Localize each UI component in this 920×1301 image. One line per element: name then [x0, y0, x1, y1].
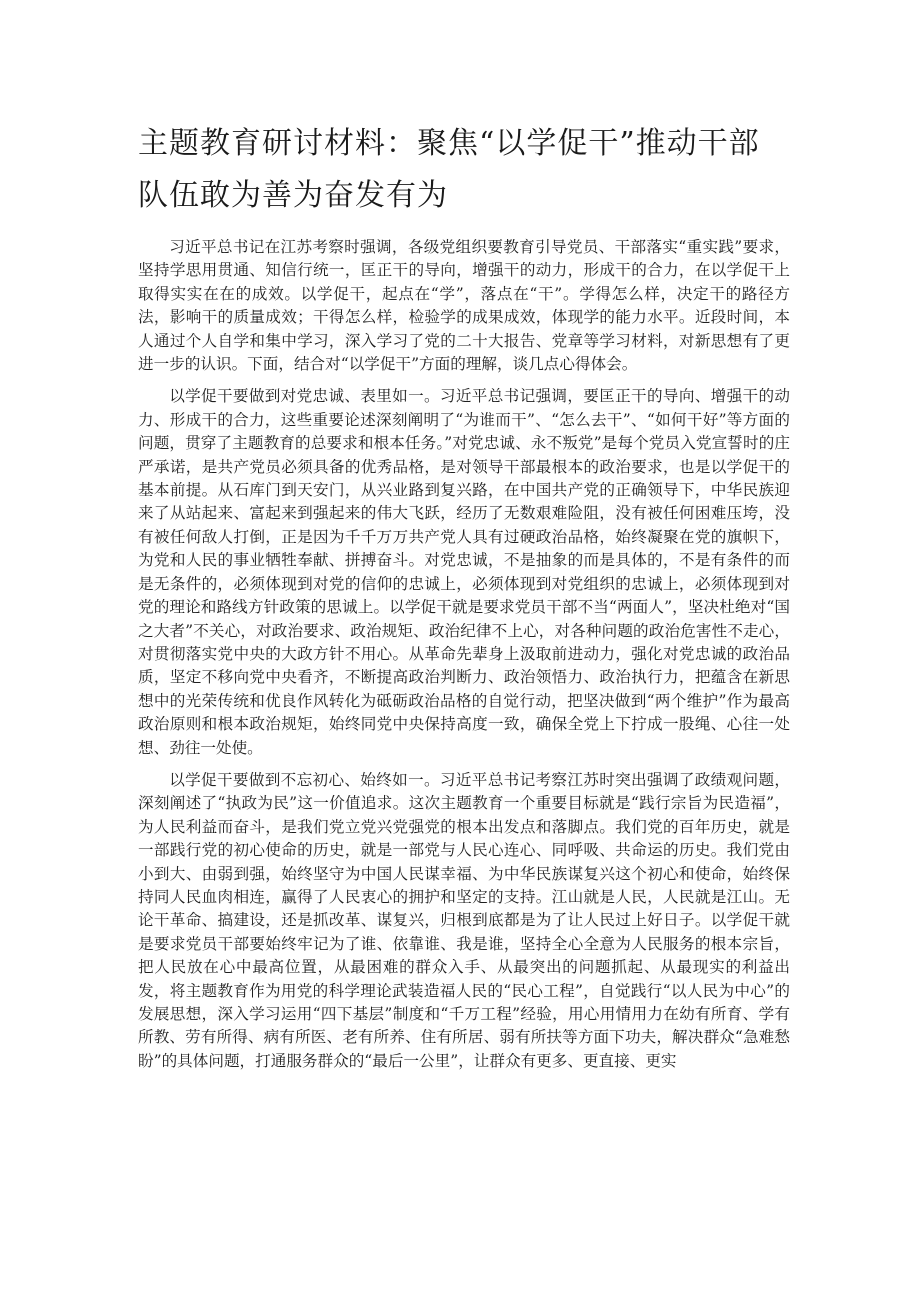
paragraph-intro: 习近平总书记在江苏考察时强调，各级党组织要教育引导党员、干部落实“重实践”要求，坚持学思用贯通、知信行统一，匡正干的导向，增强干的动力，形成干的合力，在以学促干上取得实实在在的成效。以学促干，起点在“学”，落点在“干”。学得怎么样，决定干的路径方法，影响干的质量成效；干得怎么样，检验学的成果成效，体现学的能力水平。近段时间，本人通过个人自学和集中学习，深入学习了党的二十大报告、党章等学习材料，对新思想有了更进一步的认识。下面，结合对“以学促干”方面的理解，谈几点心得体会。 — [138, 238, 790, 374]
paragraph-loyalty: 以学促干要做到对党忠诚、表里如一。习近平总书记强调，要匡正干的导向、增强干的动力、形成干的合力，这些重要论述深刻阐明了“为谁而干”、“怎么去干”、“如何干好”等方面的问题，贯穿了主题教育的总要求和根本任务。”对党忠诚、永不叛党”是每个党员入党宣誓时的庄严承诺，是共产党员必须具备的优秀品格，是对领导干部最根本的政治要求，也是以学促干的基本前提。从石库门到天安门，从兴业路到复兴路，在中国共产党的正确领导下，中华民族迎来了从站起来、富起来到强起来的伟大飞跃，经历了无数艰难险阻，没有被任何困难压垮，没有被任何敌人打倒，正是因为千千万万共产党人具有过硬政治品格，始终凝聚在党的旗帜下，为党和人民的事业牺牲奉献、拼搏奋斗。对党忠诚，不是抽象的而是具体的，不是有条件的而是无条件的，必须体现到对党的信仰的忠诚上，必须体现到对党组织的忠诚上，必须体现到对党的理论和路线方针政策的思诚上。以学促干就是要求党员干部不当“两面人”，坚决杜绝对“国之大者”不关心，对政治要求、政治规矩、政治纪律不上心，对各种问题的政治危害性不走心，对贯彻落实党中央的大政方针不用心。从革命先辈身上汲取前进动力，强化对党忠诚的政治品质，坚定不移向党中央看齐，不断提高政治判断力、政治领悟力、政治执行力，把蕴含在新思想中的光荣传统和优良作风转化为砥砺政治品格的自觉行动，把坚决做到“两个维护”作为最高政治原则和根本政治规矩，始终同党中央保持高度一致，确保全党上下拧成一股绳、心往一处想、劲往一处使。 — [138, 387, 790, 757]
document-title: 主题教育研讨材料：聚焦“以学促干”推动干部队伍敢为善为奋发有为 — [138, 126, 760, 213]
paragraph-original-aspiration: 以学促干要做到不忘初心、始终如一。习近平总书记考察江苏时突出强调了政绩观问题，深刻阐述了“执政为民”这一价值追求。这次主题教育一个重要目标就是“践行宗旨为民造福”，为人民利益而奋斗，是我们党立党兴党强党的根本出发点和落脚点。我们党的百年历史，就是一部践行党的初心使命的历史，就是一部党与人民心连心、同呼吸、共命运的历史。我们党由小到大、由弱到强，始终坚守为中国人民谋幸福、为中华民族谋复兴这个初心和使命，始终保持同人民血肉相连，赢得了人民衷心的拥护和坚定的支持。江山就是人民，人民就是江山。无论干革命、搞建设，还是抓改革、谋复兴，归根到底都是为了让人民过上好日子。以学促干就是要求党员干部要始终牢记为了谁、依靠谁、我是谁，坚持全心全意为人民服务的根本宗旨，把人民放在心中最高位置，从最困难的群众入手、从最突出的问题抓起、从最现实的利益出发，将主题教育作为用党的科学理论武装造福人民的“民心工程”，自觉践行“以人民为中心”的发展思想，深入学习运用“四下基层”制度和“千万工程”经验，用心用情用力在幼有所育、学有所教、劳有所得、病有所医、老有所养、住有所居、弱有所扶等方面下功夫，解决群众“急难愁盼”的具体问题，打通服务群众的“最后一公里”，让群众有更多、更直接、更实 — [138, 770, 790, 1070]
document-page — [138, 118, 790, 1082]
